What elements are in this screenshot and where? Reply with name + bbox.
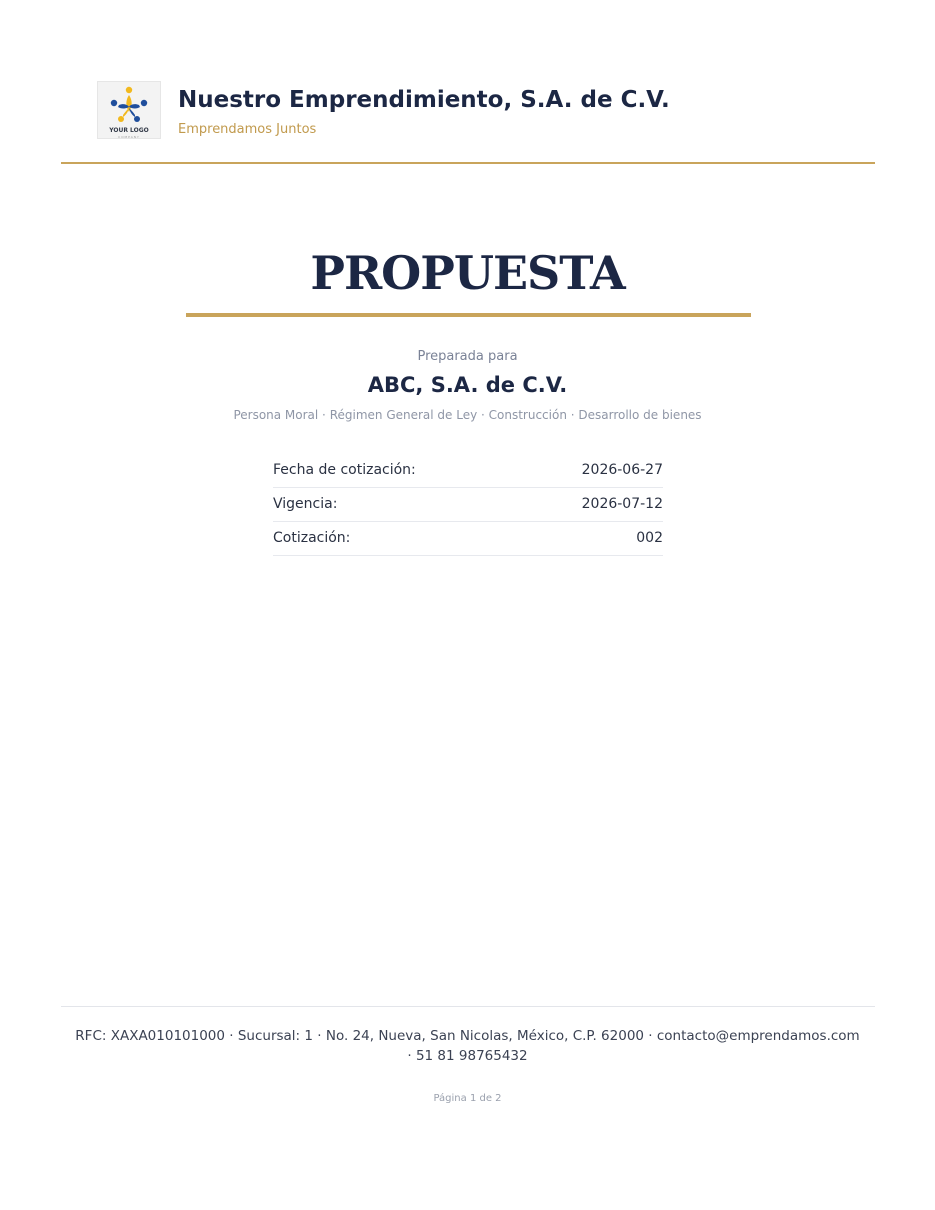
page-number: Página 1 de 2 bbox=[433, 1093, 502, 1104]
company-logo bbox=[97, 81, 161, 139]
client-name: ABC, S.A. de C.V. bbox=[367, 373, 568, 397]
detail-value: 002 bbox=[636, 530, 663, 546]
company-tagline: Emprendamos Juntos bbox=[178, 122, 317, 137]
prepared-for-label: Preparada para bbox=[417, 349, 518, 364]
detail-label: Cotización: bbox=[273, 530, 351, 546]
detail-label: Fecha de cotización: bbox=[273, 462, 416, 478]
quote-details-table bbox=[273, 454, 663, 556]
document-title: PROPUESTA bbox=[310, 246, 625, 300]
detail-row-quote-number bbox=[273, 522, 663, 556]
logo-subtext: COMPANY bbox=[118, 135, 140, 139]
title-underline bbox=[186, 313, 751, 317]
people-logo-icon bbox=[107, 85, 151, 127]
document-header bbox=[61, 80, 875, 142]
detail-row-quote-date bbox=[273, 454, 663, 488]
client-meta: Persona Moral · Régimen General de Ley · Construcción · Desarrollo de bienes bbox=[233, 408, 702, 422]
header-divider bbox=[61, 162, 875, 164]
detail-value: 2026-06-27 bbox=[581, 462, 663, 478]
footer-divider bbox=[61, 1006, 875, 1007]
detail-row-validity bbox=[273, 488, 663, 522]
detail-value: 2026-07-12 bbox=[581, 496, 663, 512]
footer-contact-info: RFC: XAXA010101000 · Sucursal: 1 · No. 24, Nueva, San Nicolas, México, C.P. 62000 · contacto@emprendamos.com · 51 81 98765432 bbox=[75, 1028, 860, 1064]
logo-text: YOUR LOGO bbox=[109, 127, 149, 134]
company-name: Nuestro Emprendimiento, S.A. de C.V. bbox=[178, 87, 670, 113]
detail-label: Vigencia: bbox=[273, 496, 338, 512]
